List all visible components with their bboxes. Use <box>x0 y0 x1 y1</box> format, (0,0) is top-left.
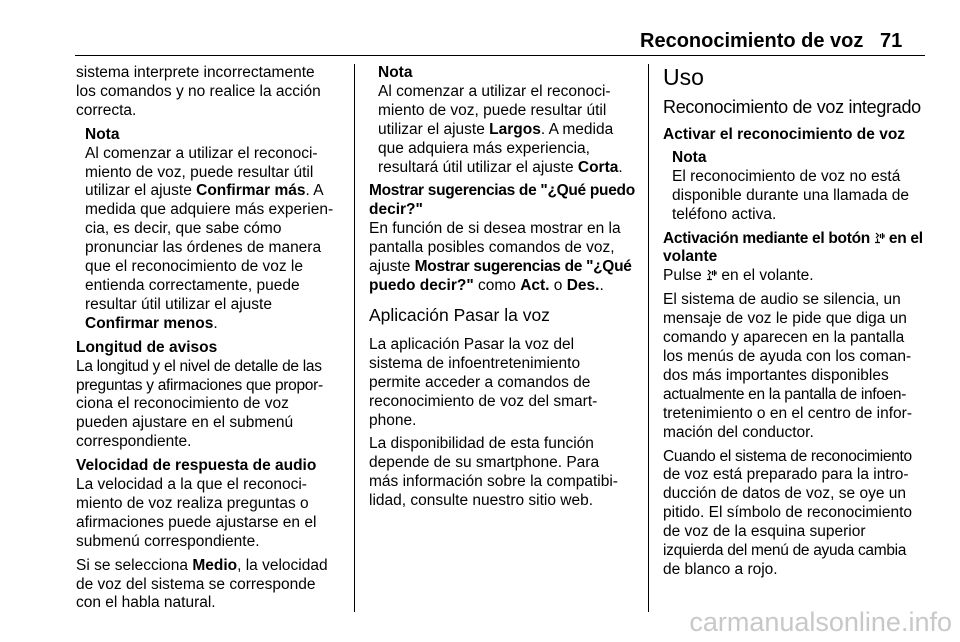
header-rule <box>75 55 925 56</box>
setting-medio: Medio <box>192 556 238 574</box>
note-label: Nota <box>85 125 120 143</box>
note-label: Nota <box>378 64 413 81</box>
note-llamada: Nota El reconocimiento de voz no está disponible durante una llamada de teléfono activa. <box>663 149 928 225</box>
column-divider-1 <box>354 64 355 612</box>
setting-confirmar-mas: Confirmar más <box>196 182 306 200</box>
section-activacion: Activación mediante el botón en el volante Pulse en el volante. <box>663 229 923 285</box>
setting-mostrar-sugerencias: Mostrar sugerencias de "¿Qué <box>414 258 632 276</box>
note-confirmacion: Nota Al comenzar a utilizar el reconoci- miento de voz, puede resultar útil utilizar el ajuste Confirmar más. A medida que adquiere más experien- cia, es decir, que sabe cómo pronunciar las órdenes de manera que el reconocimiento de voz le entienda correctamente, puede resultar útil utilizar el ajuste Confirmar menos. <box>76 126 348 334</box>
column-2 <box>369 64 635 516</box>
watermark: carmanualsonline.info <box>689 607 952 637</box>
heading-sugerencias: Mostrar sugerencias de "¿Qué puedo <box>369 182 635 200</box>
note-largos: Nota Al comenzar a utilizar el reconoci- miento de voz, puede resultar útil utilizar el ajuste Largos. A medida que adquiera más experiencia, resultará útil utilizar el ajuste Corta. <box>369 64 635 177</box>
column-1 <box>76 64 348 618</box>
paragraph-medio: Si se selecciona Medio, la velocidad de voz del sistema se corresponde con el habla natural. <box>76 556 328 612</box>
setting-des: Des. <box>566 276 600 294</box>
voice-recognition-icon <box>874 232 885 244</box>
page-number: 71 <box>880 30 903 52</box>
paragraph-app-1: La aplicación Pasar la voz del sistema de infoentretenimiento permite acceder a comandos de reconocimiento de voz del smart- phone. <box>369 335 598 429</box>
paragraph-app-2: La disponibilidad de esta función depende de su smartphone. Para más información sobre la compatibi- lidad, consulte nuestro sitio web. <box>369 435 618 510</box>
heading-activar: Activar el reconocimiento de voz <box>663 126 906 143</box>
voice-recognition-icon <box>706 269 717 281</box>
section-longitud: Longitud de avisos La longitud y el nivel de detalle de las preguntas y afirmaciones que propor- ciona el reconocimiento de voz pueden ajustare en el submenú correspondiente. <box>76 339 348 452</box>
heading-uso: Uso <box>663 64 704 90</box>
setting-confirmar-menos: Confirmar menos <box>85 314 214 332</box>
setting-act: Act. <box>520 276 550 294</box>
heading-longitud: Longitud de avisos <box>76 338 218 356</box>
header-title: Reconocimiento de voz <box>640 30 864 52</box>
heading-velocidad: Velocidad de respuesta de audio <box>76 457 317 475</box>
section-sugerencias: Mostrar sugerencias de "¿Qué puedo decir?" En función de si desea mostrar en la pantalla posibles comandos de voz, ajuste Mostrar sugerencias de "¿Qué puedo decir?" como Act. o Des.. <box>369 182 635 294</box>
setting-largos: Largos <box>489 120 541 138</box>
heading-aplicacion: Aplicación Pasar la voz <box>369 304 550 325</box>
note-label: Nota <box>672 148 707 166</box>
heading-integrado: Reconocimiento de voz integrado <box>663 97 921 117</box>
column-divider-2 <box>648 64 649 612</box>
column-3 <box>663 64 928 585</box>
paragraph-audio: El sistema de audio se silencia, un mensaje de voz le pide que diga un comando y aparecen en la pantalla los menús de ayuda con los coman- dos más importantes disponibles actualmente en la pantalla de infoen- tretenimiento o en el centro de infor- mación del conductor. <box>663 291 912 441</box>
paragraph-listo: Cuando el sistema de reconocimiento de voz está preparado para la intro- ducción de datos de voz, se oye un pitido. El símbolo de reconocimiento de voz de la esquina superior izquierda del menú de ayuda cambia de blanco a rojo. <box>663 447 912 578</box>
setting-corta: Corta <box>577 158 619 176</box>
heading-activacion: Activación mediante el botón <box>663 229 874 247</box>
intro-paragraph: sistema interprete incorrectamente los comandos y no realice la acción correcta. <box>76 64 321 119</box>
section-velocidad: Velocidad de respuesta de audio La velocidad a la que el reconoci- miento de voz realiza preguntas o afirmaciones puede ajustarse en el submenú correspondiente. <box>76 457 348 552</box>
